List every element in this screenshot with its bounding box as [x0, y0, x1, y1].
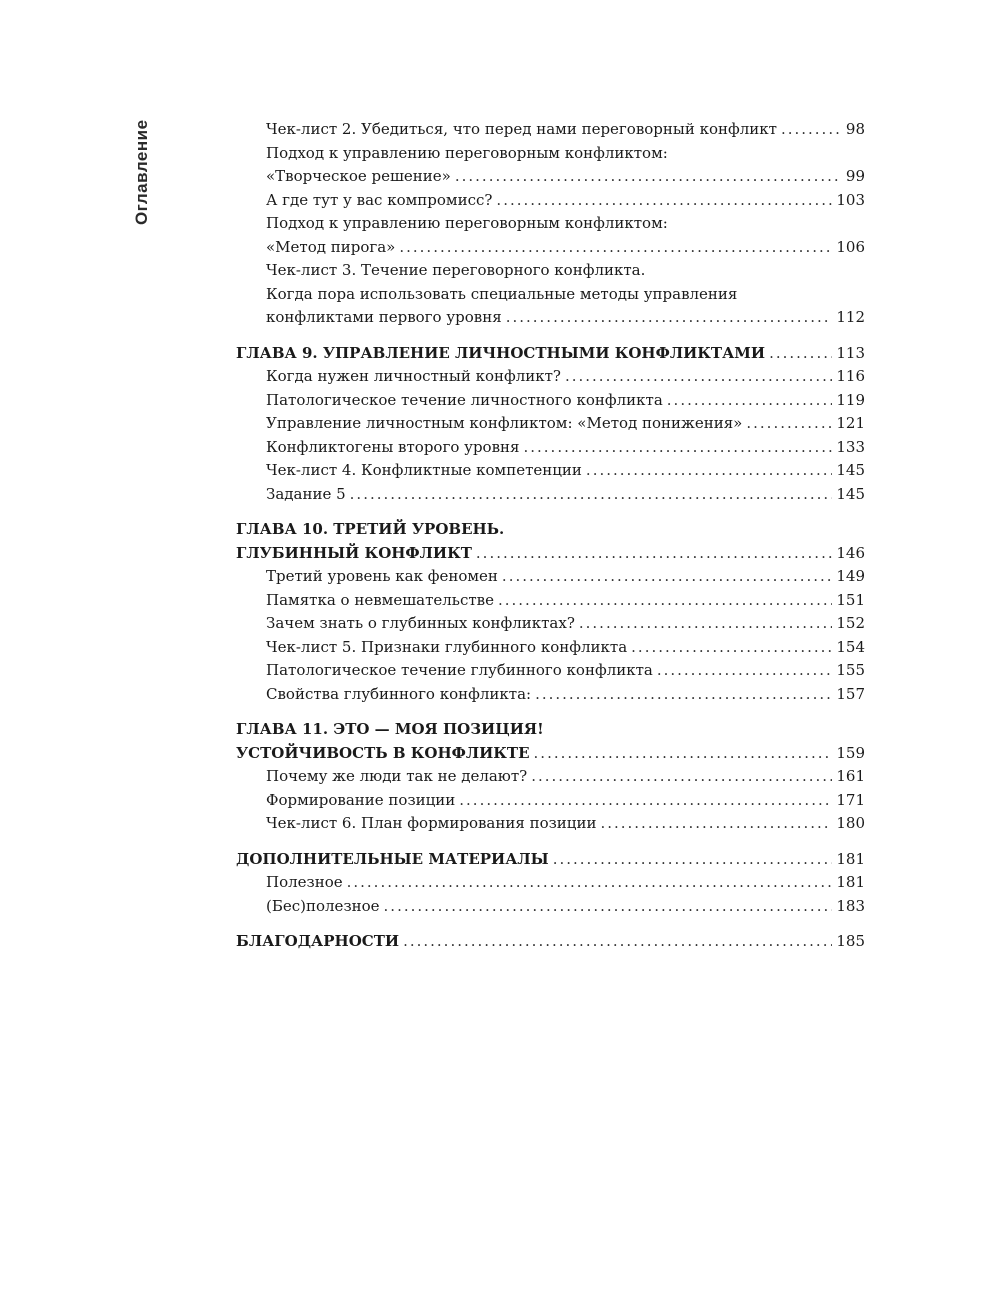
toc-page-number: 149	[836, 567, 865, 585]
toc-page-number: 146	[836, 543, 865, 562]
toc-entry-title: Полезное	[266, 873, 343, 891]
toc-page-number: 152	[836, 614, 865, 632]
toc-chapter-title: ГЛАВА 11. ЭТО — МОЯ ПОЗИЦИЯ!	[236, 720, 544, 738]
toc-chapter-title: ГЛАВА 9. УПРАВЛЕНИЕ ЛИЧНОСТНЫМИ КОНФЛИКТАМИ	[236, 343, 766, 362]
toc-page-number: 183	[836, 896, 865, 915]
toc-page-number: 154	[836, 637, 865, 656]
dot-leader	[657, 659, 833, 683]
toc-entry-title: (Бес)полезное	[266, 896, 380, 915]
toc-page-number: 155	[836, 661, 865, 679]
toc-entry[interactable]	[236, 459, 865, 483]
running-header-title: Оглавление	[132, 119, 151, 225]
toc-entry-title: Свойства глубинного конфликта:	[266, 684, 532, 703]
toc-chapter-entry[interactable]	[236, 848, 865, 872]
toc-page-number: 181	[836, 849, 865, 868]
toc-page-number: 119	[836, 390, 865, 409]
toc-entry[interactable]	[236, 212, 865, 259]
toc-chapter-entry[interactable]	[236, 718, 865, 765]
toc-entry[interactable]	[236, 483, 865, 507]
toc-chapter-entry[interactable]	[236, 518, 865, 565]
toc-page-number: 181	[836, 873, 865, 891]
toc-page-number: 145	[836, 484, 865, 503]
toc-page-number: 99	[845, 167, 865, 185]
toc-page-number: 180	[836, 814, 865, 832]
dot-leader	[459, 789, 832, 813]
toc-entry-title: «Метод пирога»	[266, 237, 396, 256]
toc-entry-title: Чек-лист 3. Течение переговорного конфликта.	[266, 261, 646, 279]
toc-entry-title: А где тут у вас компромисс?	[266, 190, 493, 209]
toc-chapter-title: УСТОЙЧИВОСТЬ В КОНФЛИКТЕ	[236, 743, 530, 762]
dot-leader	[746, 412, 832, 436]
toc-entry[interactable]	[236, 659, 865, 683]
dot-leader	[631, 636, 832, 660]
toc-entry[interactable]	[236, 589, 865, 613]
toc-entry[interactable]	[236, 412, 865, 436]
toc-entry-title: Когда нужен личностный конфликт?	[266, 367, 561, 385]
toc-page-number: 145	[836, 461, 865, 479]
toc-entry-title: Задание 5	[266, 484, 346, 503]
toc-entry[interactable]	[236, 118, 865, 142]
toc-page-number: 159	[836, 743, 865, 762]
dot-leader	[455, 165, 842, 189]
toc-page-number: 161	[836, 767, 865, 785]
toc-page-number: 98	[845, 120, 865, 138]
toc-entry[interactable]	[236, 436, 865, 460]
toc-entry[interactable]	[236, 765, 865, 789]
dot-leader	[667, 389, 833, 413]
dot-leader	[350, 483, 833, 507]
toc-entry[interactable]	[236, 612, 865, 636]
toc-entry-title: Подход к управлению переговорным конфликтом:	[266, 143, 668, 162]
toc-page-number: 185	[836, 932, 865, 950]
toc-page-number: 116	[836, 367, 865, 385]
dot-leader	[531, 765, 832, 789]
toc-entry-title: Конфликтогены второго уровня	[266, 437, 520, 456]
toc-chapter-entry[interactable]	[236, 342, 865, 366]
dot-leader	[496, 189, 832, 213]
dot-leader	[506, 306, 833, 330]
toc-entry-title: Чек-лист 6. План формирования позиции	[266, 814, 597, 832]
toc-entry-title: Патологическое течение личностного конфликта	[266, 390, 663, 409]
dot-leader	[781, 118, 842, 142]
dot-leader	[403, 930, 832, 954]
toc-page-number: 106	[836, 237, 865, 256]
toc-entry-title: Третий уровень как феномен	[266, 567, 498, 585]
toc-entry-title: Чек-лист 5. Признаки глубинного конфликта	[266, 637, 628, 656]
toc-page-number: 157	[836, 684, 865, 703]
toc-entry[interactable]	[236, 789, 865, 813]
toc-entry[interactable]	[236, 895, 865, 919]
toc-entry-title: Памятка о невмешательстве	[266, 590, 494, 609]
toc-entry[interactable]	[236, 636, 865, 660]
dot-leader	[769, 342, 832, 366]
toc-page-number: 113	[836, 343, 865, 362]
toc-entry[interactable]	[236, 365, 865, 389]
toc-page-number: 112	[836, 308, 865, 326]
toc-entry-title: Патологическое течение глубинного конфликта	[266, 661, 653, 679]
toc-chapter-title: ГЛАВА 10. ТРЕТИЙ УРОВЕНЬ.	[236, 520, 505, 538]
toc-entry-title: Когда пора использовать специальные методы управления	[266, 284, 738, 303]
toc-entry-title: Подход к управлению переговорным конфликтом:	[266, 214, 668, 232]
dot-leader	[384, 895, 833, 919]
toc-entry-title: Формирование позиции	[266, 790, 456, 809]
toc-page-number: 121	[836, 414, 865, 432]
dot-leader	[535, 683, 832, 707]
toc-chapter-entry[interactable]	[236, 930, 865, 954]
dot-leader	[502, 565, 832, 589]
toc-page-number: 133	[836, 437, 865, 456]
dot-leader	[600, 812, 832, 836]
dot-leader	[476, 542, 832, 566]
dot-leader	[553, 848, 833, 872]
dot-leader	[534, 742, 833, 766]
toc-chapter-title: ДОПОЛНИТЕЛЬНЫЕ МАТЕРИАЛЫ	[236, 849, 549, 868]
dot-leader	[523, 436, 832, 460]
toc-entry-title: конфликтами первого уровня	[266, 308, 502, 326]
toc-entry[interactable]	[236, 565, 865, 589]
dot-leader	[498, 589, 832, 613]
toc-entry-title: Управление личностным конфликтом: «Метод понижения»	[266, 414, 743, 432]
toc-page-number: 151	[836, 590, 865, 609]
toc-page-number: 103	[836, 190, 865, 209]
toc-entry[interactable]	[236, 812, 865, 836]
toc-entry-title: Почему же люди так не делают?	[266, 767, 528, 785]
dot-leader	[579, 612, 832, 636]
dot-leader	[565, 365, 832, 389]
toc-entry-title: Чек-лист 2. Убедиться, что перед нами переговорный конфликт	[266, 120, 777, 138]
toc-entry-title: «Творческое решение»	[266, 167, 451, 185]
toc-entry[interactable]	[236, 683, 865, 707]
toc-page-number: 171	[836, 790, 865, 809]
dot-leader	[399, 236, 832, 260]
dot-leader	[586, 459, 832, 483]
toc-entry-title: Чек-лист 4. Конфликтные компетенции	[266, 461, 582, 479]
toc-entry[interactable]	[236, 142, 865, 189]
toc-entry[interactable]	[236, 259, 865, 330]
toc-entry-title: Зачем знать о глубинных конфликтах?	[266, 614, 575, 632]
toc-chapter-title: БЛАГОДАРНОСТИ	[236, 932, 400, 950]
toc-entry[interactable]	[236, 189, 865, 213]
toc-entry[interactable]	[236, 389, 865, 413]
table-of-contents	[236, 118, 865, 954]
toc-entry[interactable]	[236, 871, 865, 895]
toc-chapter-title: ГЛУБИННЫЙ КОНФЛИКТ	[236, 543, 472, 562]
dot-leader	[347, 871, 833, 895]
